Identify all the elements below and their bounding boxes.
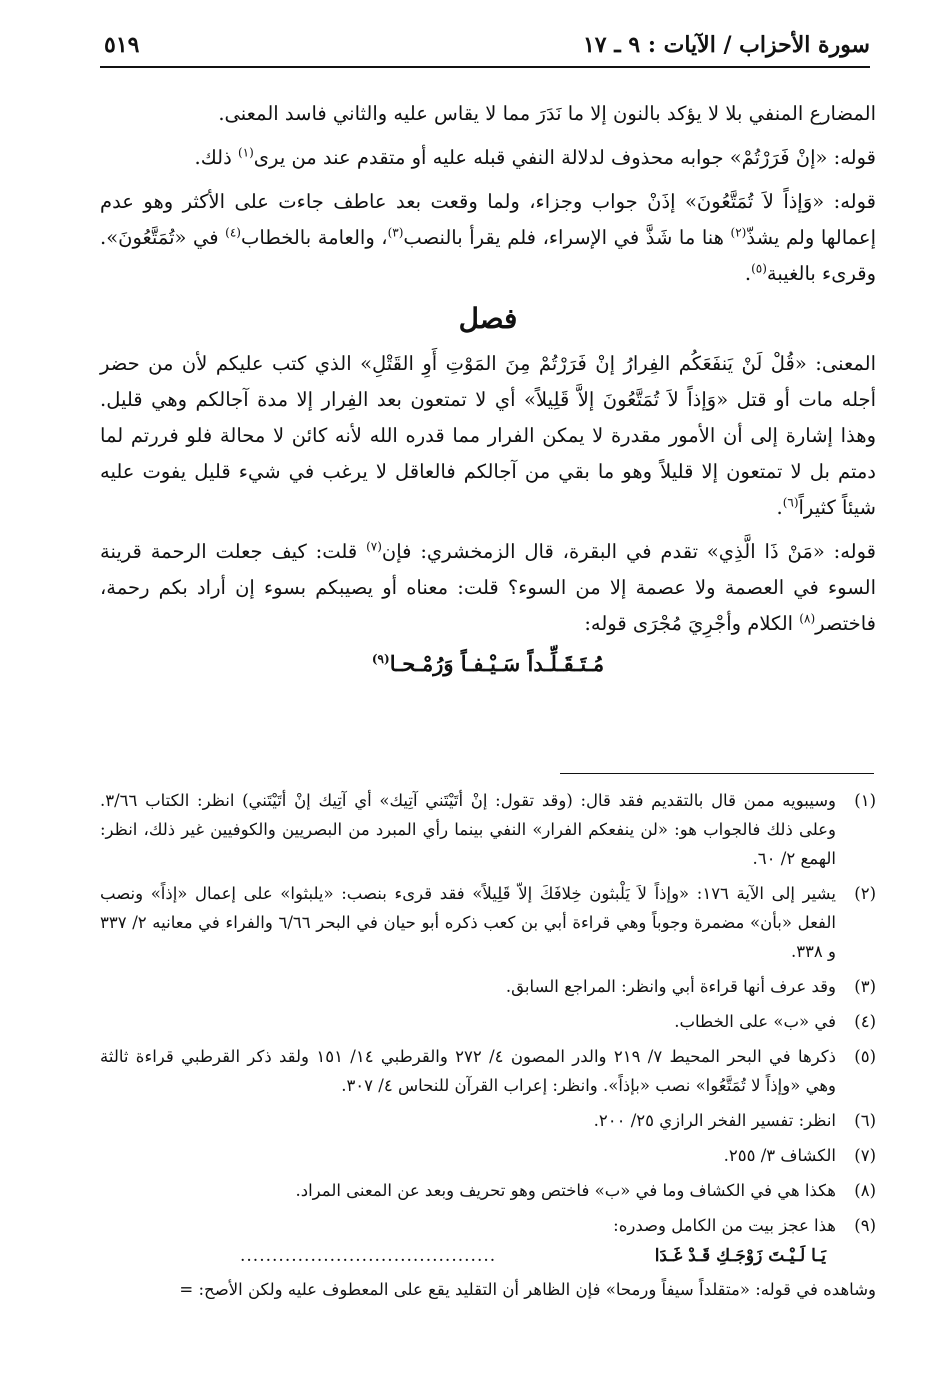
paragraph-2 <box>100 140 876 176</box>
footnote-item <box>100 1211 876 1240</box>
footnote-number: (٢) <box>854 884 876 903</box>
footnote-text: ذكرها في البحر المحيط ٧/ ٢١٩ والدر المصون ٤/ ٢٧٢ والقرطبي ١٤/ ١٥١ ولقد ذكر القرطبي قراءة ثالثة وهي «وإذاً لا تُمَتَّعُوا» نصب «بإذاً». وانظر: إعراب القرآن للنحاس ٤/ ٣٠٧. <box>100 1047 837 1095</box>
footnote-ref-1: (١) <box>237 145 254 160</box>
paragraph-3-end: . <box>744 262 752 285</box>
footnote-text: وسيبويه ممن قال بالتقديم فقد قال: (وقد تقول: إنْ أتَيْتَني آتِيك» أي آتِيك إنْ أتَيْتَني) انظر: الكتاب ٣/٦٦. وعلى ذلك فالجواب هو: «لن ينفعكم الفرار» النفي بينما رأي المبرد من البصريين والكوفيين غير ذلك، انظر: الهمع ٢/ ٦٠. <box>100 791 836 868</box>
poem-dots: ........................................ <box>240 1246 497 1266</box>
paragraph-2-text: قوله: «إنْ فَرَرْتُمْ» جوابه محذوف لدلالة النفي قبله عليه أو متقدم عند من يرى <box>253 146 876 169</box>
footnote-ref-2: (٢) <box>730 225 747 240</box>
paragraph-3 <box>100 184 876 292</box>
footnote-ref-5: (٥) <box>751 261 767 276</box>
verse-line <box>100 646 876 682</box>
footnote-item <box>100 1042 876 1100</box>
footnote-item <box>100 1106 876 1135</box>
footnote-number: (١) <box>854 791 876 810</box>
footnote-ref-7: (٧) <box>366 539 382 554</box>
page-number: ٥١٩ <box>104 32 140 58</box>
footnote-text: هكذا هي في الكشاف وما في «ب» فاختص وهو تحريف وبعد عن المعنى المراد. <box>295 1181 836 1200</box>
footnote-number: (٧) <box>854 1146 876 1165</box>
footnote-text: الكشاف ٣/ ٢٥٥. <box>723 1146 836 1165</box>
paragraph-5 <box>100 534 876 642</box>
footnote-item <box>100 1141 876 1170</box>
footnote-ref-4: (٤) <box>225 225 241 240</box>
footnotes <box>100 786 876 1304</box>
paragraph-4-text: المعنى: «قُلْ لَنْ يَنفَعَكُم الفِرارُ إنْ فَرَرْتُمْ مِنَ المَوْتِ أَوِ القَتْلِ» الذي كتب عليكم لأن من حضر أجله مات أو قتل «وَإذاً لاَ تُمَتَّعُونَ إلاَّ قَلِيلاً» أي لا تمتعون بعد الفِرار إلا مدة آجالكم وهي قليل. وهذا إشارة إلى أن الأمور مقدرة لا يمكن الفرار مما قدره الله لأنه كائن لا محالة فلو فررتم لما دمتم بل لا تمتعون إلا قليلاً وهو ما بقي من آجالكم فالعاقل لا يرغب في شيء قليل يفوت عليه شيئاً كثيراً <box>100 352 876 519</box>
main-text <box>100 96 876 682</box>
footnote-item <box>100 972 876 1001</box>
paragraph-4 <box>100 346 876 526</box>
paragraph-5-text-c: الكلام وأجْرِيَ مُجْرَى قوله: <box>584 612 800 635</box>
paragraph-5-text: قوله: «مَنْ ذَا الَّذِي» تقدم في البقرة، قال الزمخشري: فإن <box>381 540 876 563</box>
footnote-text: انظر: تفسير الفخر الرازي ٢٥/ ٢٠٠. <box>593 1111 836 1130</box>
footnote-ref-8: (٨) <box>799 611 816 626</box>
footnote-separator <box>560 773 874 774</box>
header-rule <box>100 66 870 68</box>
paragraph-2-end: ذلك. <box>194 146 238 169</box>
paragraph-3-text: قوله: «وَإذاً لاَ تُمَتَّعُونَ» إذَنْ جواب وجزاء، ولما وقعت بعد عاطف جاءت على الأكثر وهو عدم إعمالها ولم يشذّ <box>100 190 876 249</box>
footnote-text: وقد عرف أنها قراءة أبي وانظر: المراجع السابق. <box>505 977 836 996</box>
footnote-text: هذا عجز بيت من الكامل وصدره: <box>613 1216 836 1235</box>
poem-line <box>100 1242 876 1271</box>
paragraph-1: المضارع المنفي بلا لا يؤكد بالنون إلا ما نَدَرَ مما لا يقاس عليه والثاني فاسد المعنى. <box>218 102 876 125</box>
paragraph-3-text-b: هنا ما شَذَّ في الإسراء، فلم يقرأ بالنصب <box>403 226 731 249</box>
paragraph-3-text-d: في «تُمَتَّعُونَ». وقرىء بالغيبة <box>100 226 876 285</box>
page-header <box>100 30 870 70</box>
paragraph-3-text-c: ، والعامة بالخطاب <box>240 226 388 249</box>
verse-text: مُـتَـقَـلِّـداً سَـيْـفـاً وَرُمْـحـا <box>389 651 605 676</box>
section-heading: فصل <box>458 302 518 335</box>
footnote-ref-6: (٦) <box>782 495 799 510</box>
paragraph-5-text-b: قلت: كيف جعلت الرحمة قرينة السوء في العصمة ولا عصمة إلا من السوء؟ قلت: معناه أو يصيبكم بسوء إن أراد بكم رحمة، فاختصر <box>100 540 876 635</box>
footnote-continuation: وشاهده في قوله: «متقلداً سيفاً ورمحا» فإن الظاهر أن التقليد يقع على المعطوف عليه ولكن الأصح: = <box>179 1280 876 1299</box>
surah-title: سورة الأحزاب / الآيات : ٩ ـ ١٧ <box>582 32 870 58</box>
footnote-item <box>100 879 876 966</box>
footnote-number: (٦) <box>854 1111 876 1130</box>
footnote-item <box>100 1176 876 1205</box>
footnote-item <box>100 1007 876 1036</box>
footnote-number: (٤) <box>854 1012 876 1031</box>
footnote-ref-9: (٩) <box>371 652 390 666</box>
footnote-text: في «ب» على الخطاب. <box>674 1012 836 1031</box>
poem-first-half: يَـا لَـيْـتَ زَوْجَـكِ قَـدْ غَـدَا <box>654 1246 826 1266</box>
footnote-number: (٨) <box>854 1181 876 1200</box>
footnote-number: (٥) <box>854 1047 876 1066</box>
footnote-number: (٩) <box>854 1216 876 1235</box>
paragraph-4-end: . <box>776 496 783 519</box>
footnote-ref-3: (٣) <box>387 225 404 240</box>
footnote-item <box>100 786 876 873</box>
footnote-text: يشير إلى الآية ١٧٦: «وإذاً لاَ يَلْبثون خِلافَكَ إلاّ قَلِيلاً» فقد قرىء بنصب: «يلبثوا» على إعمال «إذاً» ونصب الفعل «بأن» مضمرة وجوباً وهي قراءة أبي بن كعب ذكره أبو حيان في البحر ٦/٦٦ والفراء في معانيه ٢/ ٣٣٧ و ٣٣٨. <box>100 884 836 961</box>
footnote-number: (٣) <box>854 977 876 996</box>
